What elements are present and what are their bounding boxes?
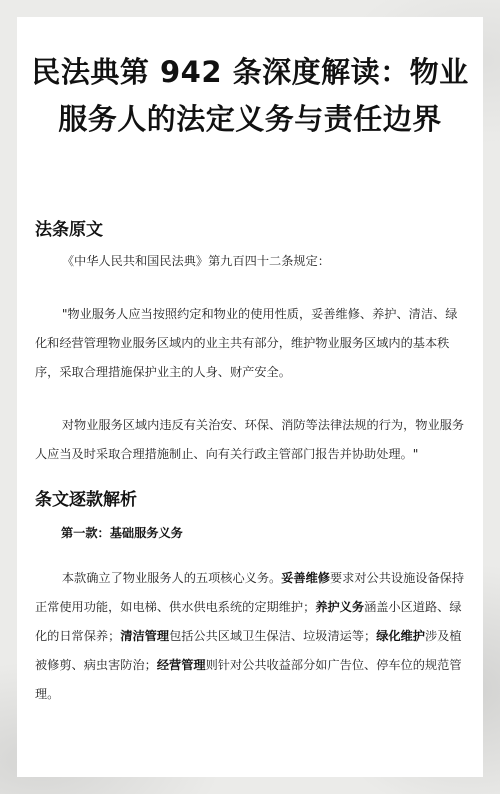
section-heading-clause-analysis: 条文逐款解析 bbox=[35, 490, 137, 510]
statute-intro: 《中华人民共和国民法典》第九百四十二条规定： bbox=[61, 254, 330, 268]
clause-1-paragraph bbox=[35, 564, 465, 709]
clause-1-text-3: 涵盖小区道路、绿化的日常保养； bbox=[35, 600, 462, 643]
duty-cleaning-label: 清洁管理 bbox=[120, 629, 170, 643]
clause-1-subheading: 第一款：基础服务义务 bbox=[61, 526, 183, 540]
statute-quote-paragraph-2: 对物业服务区域内违反有关治安、环保、消防等法律法规的行为，物业服务人应当及时采取合理措施制止、向有关行政主管部门报告并协助处理。" bbox=[35, 418, 465, 461]
duty-maintenance-label: 养护义务 bbox=[315, 600, 365, 614]
page-title: 民法典第 942 条深度解读：物业服务人的法定义务与责任边界 bbox=[31, 55, 469, 136]
clause-1-text-5: 涉及植被修剪、病虫害防治； bbox=[35, 629, 462, 672]
duty-operation-label: 经营管理 bbox=[156, 658, 206, 672]
clause-1-text-6: 则针对公共收益部分如广告位、停车位的规范管理。 bbox=[35, 658, 462, 701]
statute-quote-paragraph-1: "物业服务人应当按照约定和物业的使用性质，妥善维修、养护、清洁、绿化和经营管理物业服务区域内的业主共有部分，维护物业服务区域内的基本秩序，采取合理措施保护业主的人身、财产安全。 bbox=[35, 307, 458, 379]
document-page bbox=[17, 17, 483, 777]
clause-1-text-2: 要求对公共设施设备保持正常使用功能，如电梯、供水供电系统的定期维护； bbox=[35, 571, 465, 614]
duty-repair-label: 妥善维修 bbox=[281, 571, 330, 585]
clause-1-text-1: 本款确立了物业服务人的五项核心义务。 bbox=[61, 571, 282, 585]
duty-greening-label: 绿化维护 bbox=[376, 629, 425, 643]
clause-1-text-4: 包括公共区域卫生保洁、垃圾清运等； bbox=[169, 629, 377, 643]
section-heading-original-text: 法条原文 bbox=[35, 220, 103, 240]
